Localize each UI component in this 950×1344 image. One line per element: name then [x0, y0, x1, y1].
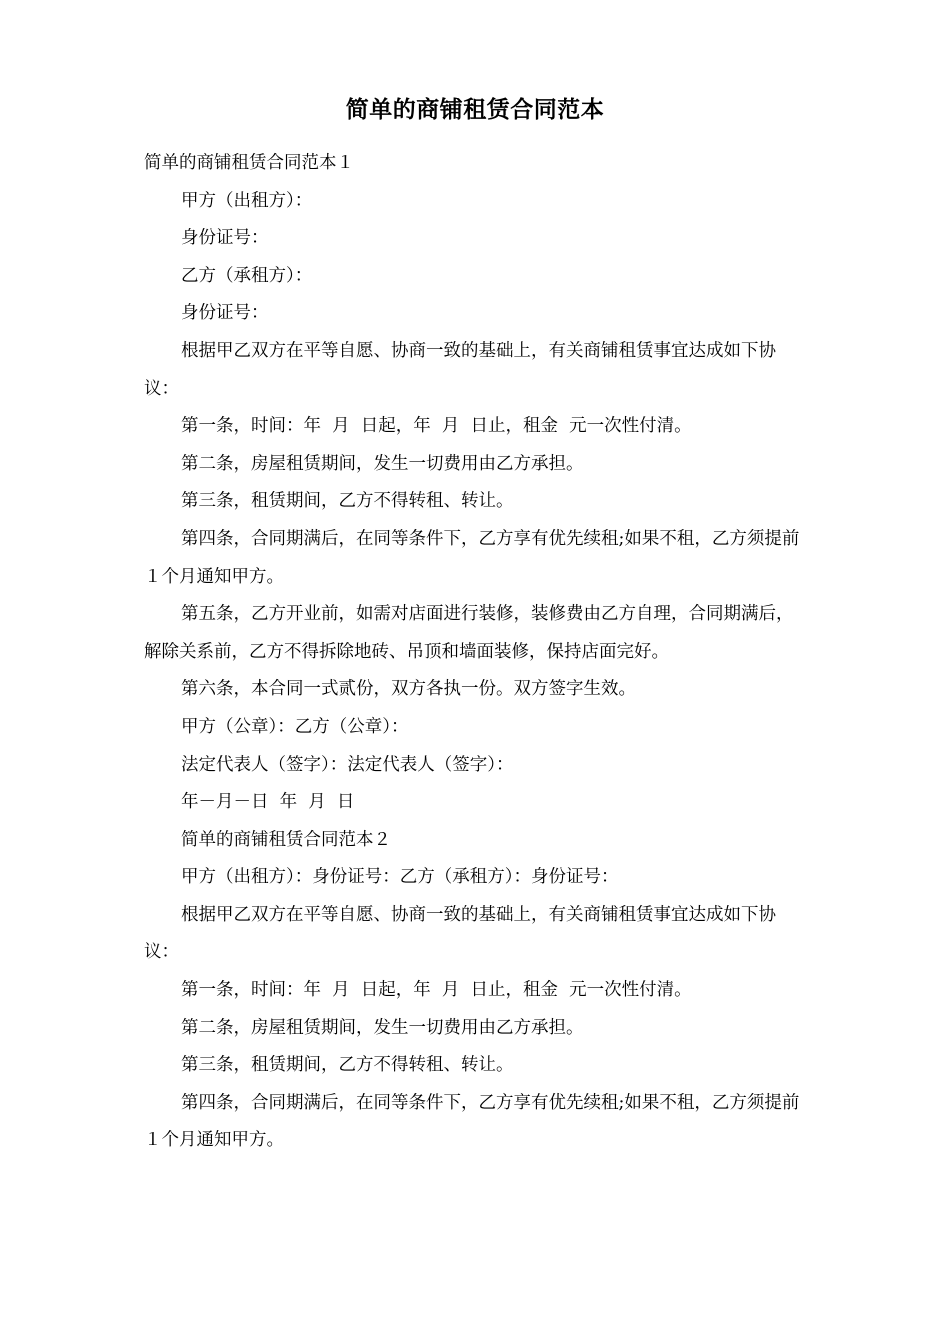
paragraph: 第二条，房屋租赁期间，发生一切费用由乙方承担。	[181, 453, 584, 474]
paragraph: 法定代表人（签字）：法定代表人（签字）：	[181, 754, 514, 775]
paragraph: 第三条，租赁期间，乙方不得转租、转让。	[181, 491, 514, 512]
paragraph: 乙方（承租方）：	[181, 265, 313, 286]
paragraph: 简单的商铺租赁合同范本２	[181, 829, 391, 850]
document-title: 简单的商铺租赁合同范本	[345, 97, 605, 123]
paragraph: 身份证号：	[181, 303, 269, 324]
paragraph: 根据甲乙双方在平等自愿、协商一致的基础上，有关商铺租赁事宜达成如下协议：	[144, 340, 776, 399]
paragraph: 第四条，合同期满后，在同等条件下，乙方享有优先续租;如果不租，乙方须提前１个月通知甲方。	[144, 528, 800, 587]
paragraph: 身份证号：	[181, 228, 269, 249]
paragraph: 甲方（公章）：乙方（公章）：	[181, 716, 409, 737]
paragraph: 第五条，乙方开业前，如需对店面进行装修，装修费由乙方自理，合同期满后，解除关系前，乙方不得拆除地砖、吊顶和墙面装修，保持店面完好。	[144, 604, 794, 662]
paragraph: 第四条，合同期满后，在同等条件下，乙方享有优先续租;如果不租，乙方须提前１个月通知甲方。	[144, 1092, 800, 1151]
paragraph: 甲方（出租方）：	[181, 190, 313, 211]
paragraph: 第一条，时间：年 月 日起，年 月 日止，租金 元一次性付清。	[181, 416, 692, 437]
paragraph: 简单的商铺租赁合同范本１	[144, 153, 354, 173]
paragraph: 年－月－日 年 月 日	[181, 792, 355, 813]
paragraph: 甲方（出租方）：身份证号：乙方（承租方）：身份证号：	[181, 867, 619, 888]
paragraph: 第三条，租赁期间，乙方不得转租、转让。	[181, 1055, 514, 1076]
paragraph: 第六条，本合同一式贰份，双方各执一份。双方签字生效。	[181, 679, 636, 700]
paragraph: 第二条，房屋租赁期间，发生一切费用由乙方承担。	[181, 1017, 584, 1038]
paragraph: 根据甲乙双方在平等自愿、协商一致的基础上，有关商铺租赁事宜达成如下协议：	[144, 904, 776, 963]
document-body	[144, 145, 806, 1160]
paragraph: 第一条，时间：年 月 日起，年 月 日止，租金 元一次性付清。	[181, 980, 692, 1001]
